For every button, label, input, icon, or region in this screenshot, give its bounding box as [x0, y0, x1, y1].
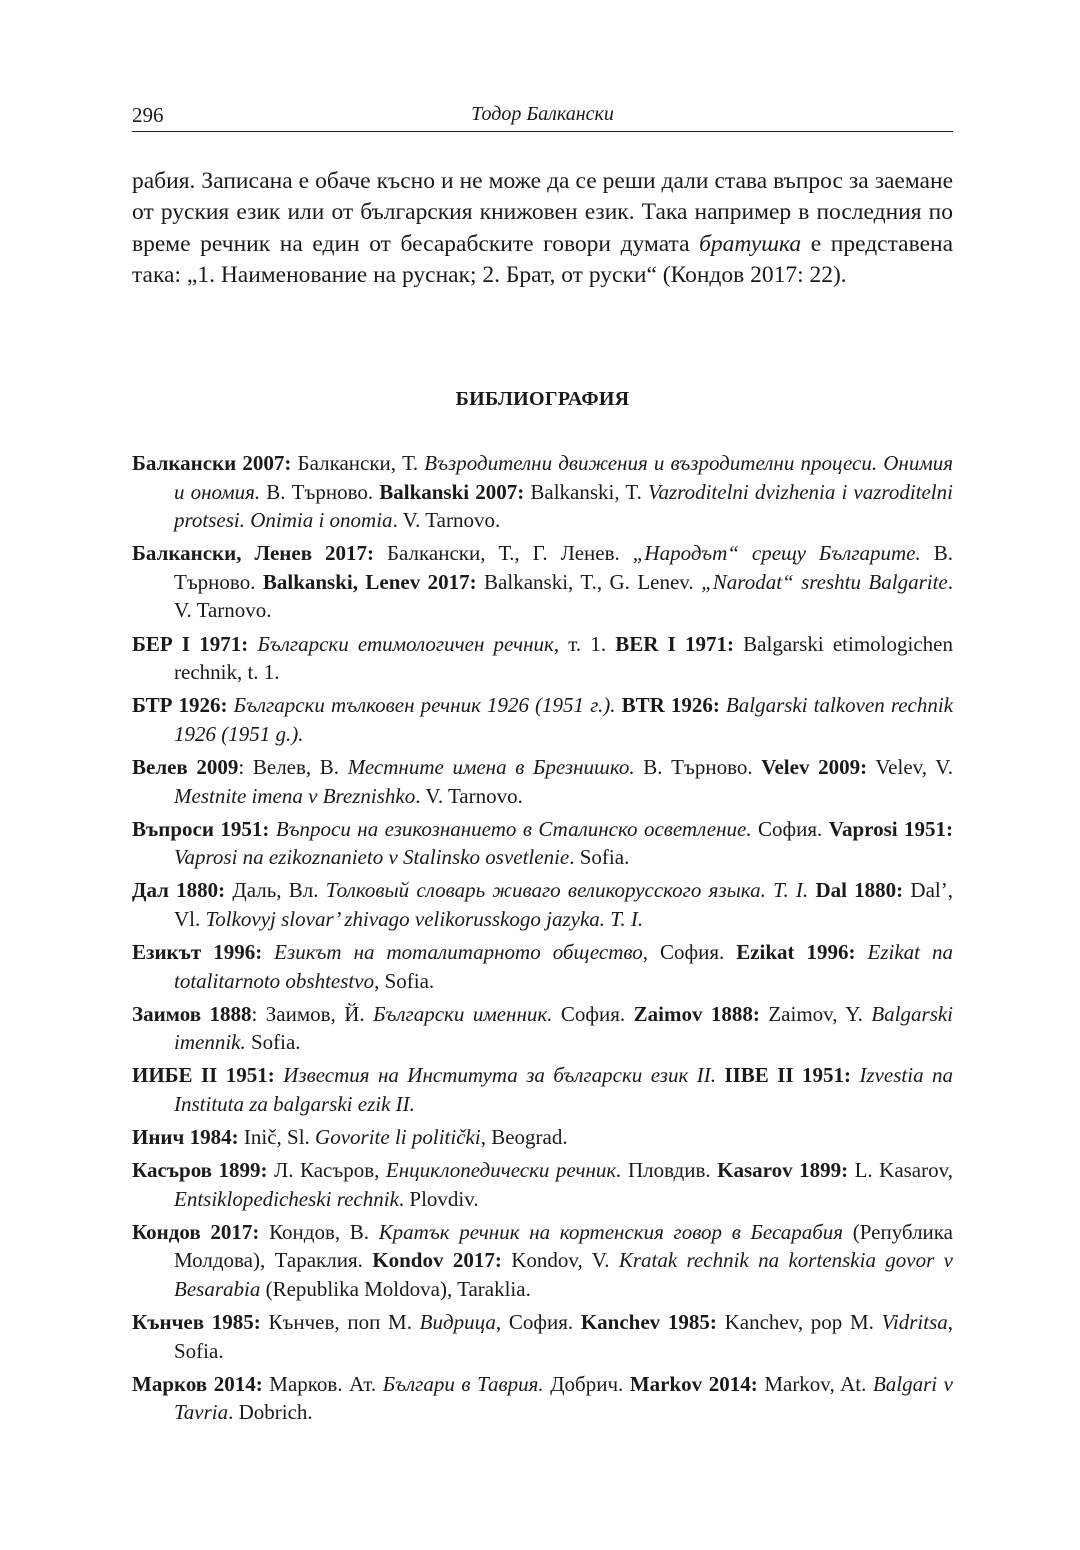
text-run: L. Kasarov,: [848, 1158, 954, 1183]
section-title: БИБЛИОГРАФИЯ: [455, 388, 630, 410]
italic-title: Izvestia na Instituta za balgarski ezik II.: [174, 1063, 954, 1116]
text-run: Velev, V.: [867, 754, 953, 779]
bib-entry: [132, 815, 953, 872]
text-run: Добрич.: [543, 1371, 630, 1396]
text-run: , София.: [495, 1310, 581, 1335]
text-run: Balgarski etimologichen rechnik, t. 1.: [174, 631, 953, 685]
bib-key: Kondov 2017:: [372, 1248, 502, 1273]
italic-title: Енциклопедически речник.: [385, 1158, 622, 1183]
text-run: Даль, Вл.: [225, 878, 326, 903]
bib-key: Dal 1880:: [815, 878, 904, 903]
bib-entry: [132, 938, 953, 995]
text-run: , т. 1.: [553, 631, 616, 656]
bib-entry: [132, 449, 953, 535]
text-run: Марков. Ат.: [262, 1371, 383, 1396]
bib-key: БТР 1926:: [132, 693, 228, 718]
text-run: Балкански, Т.: [291, 451, 425, 475]
text-run: Балкански, Т., Г. Ленев.: [374, 541, 633, 566]
bib-entry: [132, 1370, 953, 1427]
text-run: Л. Касъров,: [267, 1158, 386, 1183]
bib-key: Balkanski 2007:: [379, 479, 525, 504]
bib-key: Балкански, Ленев 2017:: [132, 541, 375, 566]
text-run: , Beograd.: [480, 1125, 568, 1150]
bib-key: Велев 2009: [132, 754, 239, 779]
italic-title: Govorite li politički: [315, 1125, 481, 1150]
text-run: В. Търново.: [634, 754, 762, 779]
bib-key: Balkanski, Lenev 2017:: [262, 569, 477, 594]
text-run: (Република Молдова), Тараклия.: [174, 1219, 953, 1273]
italic-title: братушка: [699, 230, 802, 257]
italic-title: Български етимологичен речник: [257, 631, 554, 656]
text-run: , Sofia.: [374, 968, 435, 993]
text-run: Кондов, В.: [259, 1219, 379, 1244]
italic-title: Възродителни движения и възродителни процеси. Онимия и ономия.: [174, 451, 953, 504]
text-run: . V. Tarnovo.: [174, 569, 953, 623]
text-run: Balkanski, T., G. Lenev.: [476, 569, 702, 594]
text-run: Balkanski, T.: [524, 479, 649, 504]
bib-key: Заимов 1888: [132, 1001, 252, 1026]
bib-entry: [132, 1000, 953, 1057]
italic-title: Кратък речник на кортенския говор в Бесарабия: [378, 1219, 844, 1244]
text-run: Sofia.: [245, 1030, 301, 1055]
italic-title: „Narodat“ sreshtu Balgarite: [701, 569, 948, 594]
page-header: [132, 101, 953, 132]
text-run: , Sofia.: [174, 1310, 954, 1363]
bib-key: Kanchev 1985:: [580, 1310, 717, 1335]
bib-key: Zaimov 1888:: [633, 1001, 760, 1026]
running-head: Тодор Балкански: [471, 103, 614, 125]
text-run: . V. Tarnovo.: [392, 508, 501, 533]
italic-title: Въпроси на езикознанието в Сталинско осветление.: [275, 816, 752, 841]
bib-key: Markov 2014:: [629, 1371, 758, 1396]
italic-title: Български тълковен речник 1926 (1951 г.).: [233, 693, 616, 718]
bib-key: БЕР I 1971:: [132, 631, 249, 656]
bib-entry: [132, 691, 953, 748]
bib-entry: [132, 876, 953, 933]
bib-key: Инич 1984:: [132, 1125, 239, 1150]
bib-key: Касъров 1899:: [132, 1158, 268, 1183]
text-run: [275, 1063, 283, 1087]
bib-key: ИИБЕ II 1951:: [132, 1063, 275, 1088]
text-run: Zaimov, Y.: [759, 1001, 872, 1026]
text-run: [856, 940, 868, 964]
bib-key: Балкански 2007:: [132, 451, 292, 475]
italic-title: Kratak rechnik na kortenskia govor v Besarabia: [174, 1248, 953, 1302]
italic-title: „Народът“ срещу Българите.: [632, 541, 921, 566]
bib-key: BTR 1926:: [621, 693, 720, 718]
bib-key: Кънчев 1985:: [132, 1310, 261, 1335]
text-run: : Велев, В.: [238, 754, 348, 779]
text-run: Inič, Sl.: [238, 1125, 316, 1150]
text-run: [262, 940, 274, 964]
bib-key: Марков 2014:: [132, 1371, 263, 1396]
bib-entry: [132, 539, 953, 625]
text-run: Markov, At.: [757, 1371, 873, 1396]
text-run: : Заимов, Й.: [251, 1001, 374, 1026]
bib-key: Езикът 1996:: [132, 940, 263, 964]
italic-title: Ezikat na totalitarnoto obshtestvo: [174, 940, 953, 993]
bib-entry: [132, 1218, 953, 1304]
bib-entry: [132, 1123, 953, 1152]
bib-key: IIBE II 1951:: [724, 1063, 851, 1088]
bib-key: Въпроси 1951:: [132, 816, 270, 841]
bib-key: BER I 1971:: [615, 631, 734, 656]
italic-title: Entsiklopedicheski rechnik: [174, 1186, 399, 1211]
italic-title: Българи в Таврия.: [382, 1371, 544, 1396]
bib-entry: [132, 753, 953, 810]
bib-key: Kasarov 1899:: [717, 1158, 849, 1183]
text-run: е представена така: „1. Наименование на руснак; 2. Брат, от руски“ (Кондов 2017: 22).: [132, 230, 953, 289]
bib-entry: [132, 1308, 953, 1365]
text-run: Kanchev, pop M.: [716, 1310, 882, 1335]
body-paragraph: [132, 166, 953, 292]
text-run: рабия. Записана е обаче късно и не може да се реши дали става въпрос за заемане от руския език или от българския книжовен език. Така например в последния по време речник на един от бесарабските говори думата: [132, 168, 953, 257]
bib-key: Дал 1880:: [132, 878, 226, 903]
text-run: София.: [552, 1001, 634, 1026]
bib-key: Velev 2009:: [761, 754, 868, 779]
italic-title: Видрица: [419, 1310, 496, 1335]
italic-title: Balgarski talkoven rechnik 1926 (1951 g.).: [174, 693, 954, 746]
text-run: Dal’, Vl.: [174, 878, 953, 931]
bib-entry: [132, 630, 953, 687]
text-run: В. Търново.: [174, 541, 953, 594]
text-run: Kondov, V.: [501, 1248, 619, 1273]
text-run: . Plovdiv.: [398, 1186, 479, 1211]
italic-title: Vaprosi na ezikoznanieto v Stalinsko osvetlenie: [174, 845, 570, 870]
italic-title: Mestnite imena v Breznishko: [174, 783, 416, 808]
text-run: . Dobrich.: [228, 1400, 313, 1425]
text-run: Кънчев, поп М.: [260, 1310, 420, 1335]
italic-title: Толковый словарь живаго великорусского языка. Т. I.: [325, 878, 809, 903]
bib-key: Vaprosi 1951:: [828, 816, 954, 841]
bib-key: Кондов 2017:: [132, 1219, 260, 1244]
italic-title: Vidritsa: [881, 1310, 948, 1335]
text-run: В. Търново.: [260, 479, 380, 504]
bib-entry: [132, 1156, 953, 1213]
text-run: (Republika Moldova), Taraklia.: [260, 1277, 531, 1302]
bib-key: Ezikat 1996:: [736, 940, 856, 964]
text-run: . V. Tarnovo.: [415, 783, 523, 808]
text-run: София.: [751, 816, 829, 841]
italic-title: Известия на Института за български език II.: [283, 1063, 716, 1088]
text-run: . Sofia.: [569, 845, 630, 870]
bibliography-list: [132, 449, 953, 1432]
page-number: 296: [132, 103, 164, 127]
italic-title: Местните имена в Брезнишко.: [347, 754, 635, 779]
italic-title: Balgari v Tavria: [174, 1371, 953, 1425]
italic-title: Balgarski imennik.: [174, 1001, 954, 1055]
bib-entry: [132, 1061, 953, 1118]
text-run: , София.: [642, 940, 737, 964]
italic-title: Vazroditelni dvizhenia i vazroditelni protsesi. Onimia i onomia: [174, 479, 953, 533]
text-run: Пловдив.: [621, 1158, 718, 1183]
italic-title: Езикът на тоталитарното общество: [274, 940, 643, 964]
italic-title: Tolkovyj slovar’ zhivago velikorusskogo jazyka. T. I.: [205, 906, 644, 931]
italic-title: Български именник.: [373, 1001, 553, 1026]
